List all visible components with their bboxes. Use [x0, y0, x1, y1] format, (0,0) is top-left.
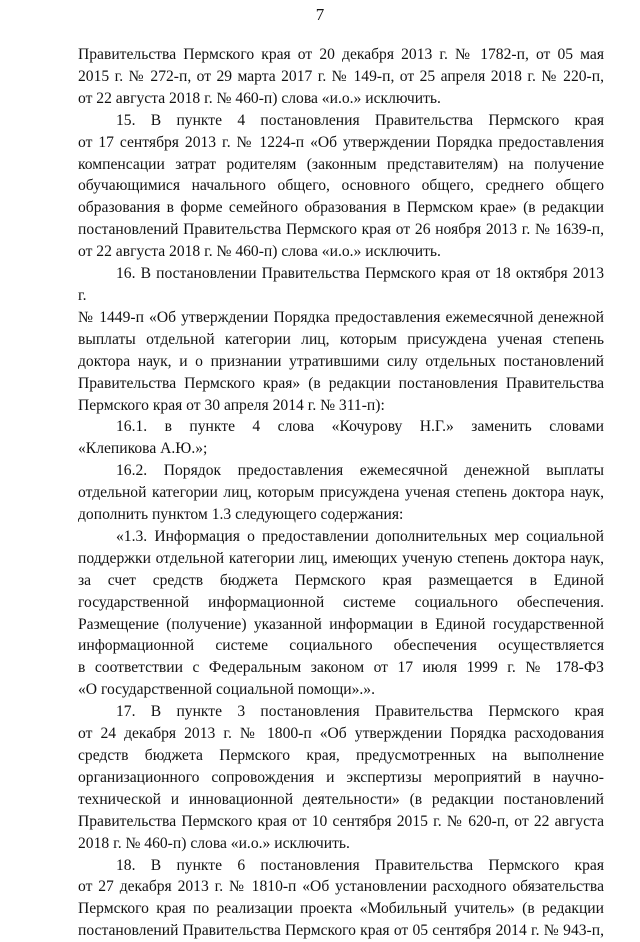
text-line: Размещение (получение) указанной информации в Единой государственной [78, 615, 604, 633]
text-line: организационного сопровождения и экспертизы мероприятий в научно- [78, 768, 604, 786]
text-line: 16.2. Порядок предоставления ежемесячной денежной выплаты [116, 462, 604, 480]
text-line: образования в форме семейного образования в Пермском крае» (в редакции [78, 199, 604, 217]
text-line: постановлений Правительства Пермского края от 26 ноября 2013 г. № 1639-п, [78, 221, 604, 239]
text-line: Правительства Пермского края от 10 сентября 2015 г. № 620-п, от 22 августа [78, 812, 604, 830]
text-line: постановлений Правительства Пермского края от 05 сентября 2014 г. № 943-п, [78, 922, 604, 940]
text-line: за счет средств бюджета Пермского края размещается в Единой [78, 571, 604, 589]
text-line: от 27 декабря 2013 г. № 1810-п «Об установлении расходного обязательства [78, 878, 604, 896]
text-line: «О государственной социальной помощи».». [78, 681, 375, 699]
text-line: Правительства Пермского края» (в редакции постановления Правительства [78, 374, 604, 392]
text-line: 15. В пункте 4 постановления Правительства Пермского края [116, 111, 604, 129]
text-line: информационной системе социального обеспечения осуществляется [78, 637, 604, 655]
text-line: 16. В постановлении Правительства Пермского края от 18 октября 2013 г. [78, 265, 604, 304]
text-line: обучающимися начального общего, основного общего, среднего общего [78, 177, 604, 195]
text-line: компенсации затрат родителям (законным представителям) на получение [78, 155, 604, 173]
text-line: Пермского края от 30 апреля 2014 г. № 311-п): [78, 396, 385, 414]
text-line: № 1449-п «Об утверждении Порядка предоставления ежемесячной денежной [78, 308, 604, 326]
document-body [78, 44, 604, 942]
text-line: от 22 августа 2018 г. № 460-п) слова «и.о.» исключить. [78, 89, 441, 107]
text-line: «Клепикова А.Ю.»; [78, 440, 208, 458]
page-number: 7 [315, 5, 325, 24]
text-line: доктора наук, и о признании утратившими силу отдельных постановлений [78, 352, 604, 370]
text-line: от 24 декабря 2013 г. № 1800-п «Об утверждении Порядка расходования [78, 725, 604, 743]
text-line: средств бюджета Пермского края, предусмотренных на выполнение [78, 747, 604, 764]
text-line: 2015 г. № 272-п, от 29 марта 2017 г. № 149-п, от 25 апреля 2018 г. № 220-п, [78, 67, 604, 85]
text-line: поддержки отдельной категории лиц, имеющих ученую степень доктора наук, [78, 549, 604, 567]
text-line: Пермского края по реализации проекта «Мобильный учитель» (в редакции [78, 900, 604, 918]
text-line: государственной информационной системе социального обеспечения. [78, 593, 604, 611]
text-line: 18. В пункте 6 постановления Правительства Пермского края [116, 856, 604, 874]
text-line: выплаты отдельной категории лиц, которым присуждена ученая степень [78, 330, 604, 348]
text-line: дополнить пунктом 1.3 следующего содержания: [78, 506, 404, 524]
text-line: отдельной категории лиц, которым присуждена ученая степень доктора наук, [78, 484, 604, 502]
text-line: от 17 сентября 2013 г. № 1224-п «Об утверждении Порядка предоставления [78, 133, 604, 151]
text-line: технической и инновационной деятельности» (в редакции постановлений [78, 790, 604, 808]
text-line: «1.3. Информация о предоставлении дополнительных мер социальной [116, 527, 604, 545]
text-line: Правительства Пермского края от 20 декабря 2013 г. № 1782-п, от 05 мая [78, 46, 604, 63]
text-line: 16.1. в пункте 4 слова «Кочурову Н.Г.» заменить словами [116, 418, 604, 436]
text-line: от 22 августа 2018 г. № 460-п) слова «и.о.» исключить. [78, 243, 441, 261]
text-line: 17. В пункте 3 постановления Правительства Пермского края [116, 703, 604, 721]
text-line: 2018 г. № 460-п) слова «и.о.» исключить. [78, 834, 350, 852]
text-line: в соответствии с Федеральным законом от 17 июля 1999 г. № 178-ФЗ [78, 659, 604, 677]
